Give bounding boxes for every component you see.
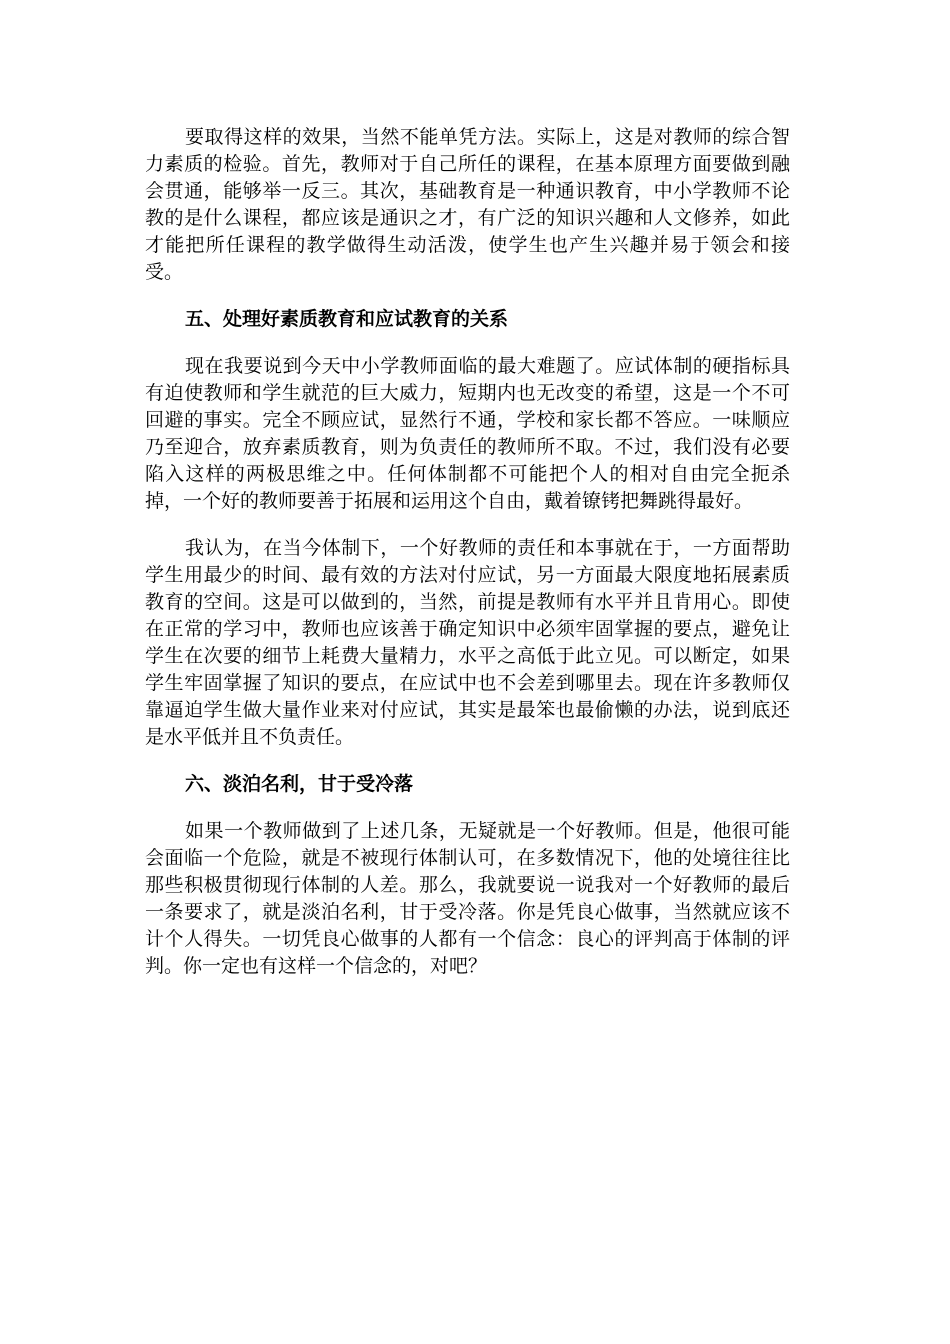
section-heading-five: 五、处理好素质教育和应试教育的关系 — [185, 308, 509, 330]
paragraph-indifference-to-fame: 如果一个教师做到了上述几条，无疑就是一个好教师。但是，他很可能会面临一个危险，就是不被现行体制认可，在多数情况下，他的处境往往比那些积极贯彻现行体制的人差。那么，我就要说一说我对一个好教师的最后一条要求了，就是淡泊名利，甘于受冷落。你是凭良心做事，当然就应该不计个人得失。一切凭良心做事的人都有一个信念：良心的评判高于体制的评判。你一定也有这样一个信念的，对吧？ — [145, 820, 790, 977]
document-body — [145, 124, 790, 980]
section-heading-six: 六、淡泊名利，甘于受冷落 — [185, 773, 414, 795]
paragraph-teacher-quality: 要取得这样的效果，当然不能单凭方法。实际上，这是对教师的综合智力素质的检验。首先，教师对于自己所任的课程，在基本原理方面要做到融会贯通，能够举一反三。其次，基础教育是一种通识教育，中小学教师不论教的是什么课程，都应该是通识之才，有广泛的知识兴趣和人文修养，如此才能把所任课程的教学做得生动活泼，使学生也产生兴趣并易于领会和接受。 — [145, 126, 790, 283]
paragraph-exam-challenge: 现在我要说到今天中小学教师面临的最大难题了。应试体制的硬指标具有迫使教师和学生就范的巨大威力，短期内也无改变的希望，这是一个不可回避的事实。完全不顾应试，显然行不通，学校和家长都不答应。一味顺应乃至迎合，放弃素质教育，则为负责任的教师所不取。不过，我们没有必要陷入这样的两极思维之中。任何体制都不可能把个人的相对自由完全扼杀掉，一个好的教师要善于拓展和运用这个自由，戴着镣铐把舞跳得最好。 — [145, 355, 790, 512]
paragraph-good-teacher-duty: 我认为，在当今体制下，一个好教师的责任和本事就在于，一方面帮助学生用最少的时间、最有效的方法对付应试，另一方面最大限度地拓展素质教育的空间。这是可以做到的，当然，前提是教师有水平并且肯用心。即使在正常的学习中，教师也应该善于确定知识中必须牢固掌握的要点，避免让学生在次要的细节上耗费大量精力，水平之高低于此立见。可以断定，如果学生牢固掌握了知识的要点，在应试中也不会差到哪里去。现在许多教师仅靠逼迫学生做大量作业来对付应试，其实是最笨也最偷懒的办法，说到底还是水平低并且不负责任。 — [145, 537, 790, 748]
